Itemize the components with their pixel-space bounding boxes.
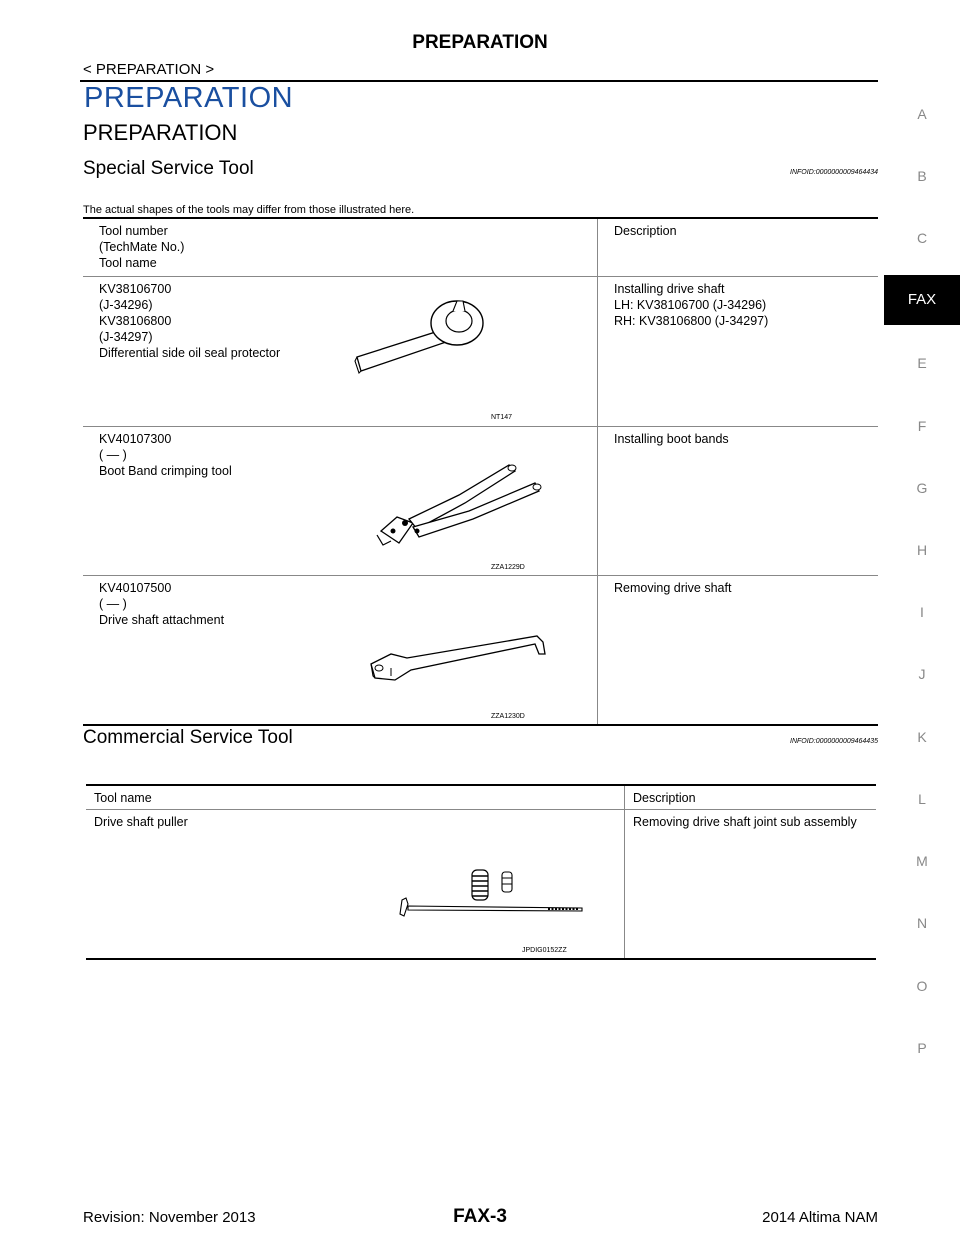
special-tool-infoid: INFOID:0000000009464434 — [790, 169, 878, 176]
side-index-tab-m[interactable]: M — [916, 853, 928, 869]
breadcrumb: < PREPARATION > — [83, 61, 215, 78]
side-index-tab-k[interactable]: K — [917, 729, 927, 745]
footer-revision: Revision: November 2013 — [83, 1209, 256, 1226]
page-header-title: PREPARATION — [412, 32, 548, 53]
table-row — [83, 575, 878, 725]
description-line: LH: KV38106700 (J-34296) — [614, 297, 767, 312]
illustration-code: ZZA1229D — [491, 563, 525, 571]
tool-cell — [86, 809, 625, 959]
table-row — [86, 809, 876, 959]
side-index-tab-g[interactable]: G — [916, 480, 928, 496]
special-tool-heading: Special Service Tool — [83, 158, 254, 179]
illustration-code: NT147 — [491, 413, 513, 421]
tool-cell — [83, 575, 598, 725]
tool-name: Boot Band crimping tool — [99, 463, 232, 478]
table-header-row — [86, 785, 876, 809]
header-description: Description — [633, 791, 696, 805]
header-description: Description — [614, 224, 677, 238]
footer-model: 2014 Altima NAM — [762, 1209, 878, 1226]
description-line: Installing boot bands — [614, 431, 729, 446]
tool-name: Drive shaft puller — [94, 814, 188, 829]
side-index-tab-f[interactable]: F — [917, 418, 927, 434]
footer-page-number: FAX-3 — [453, 1206, 507, 1227]
header-line: Tool name — [99, 256, 157, 270]
tool-cell — [83, 426, 598, 575]
description-line: Installing drive shaft — [614, 281, 725, 296]
description-cell: Removing drive shaft joint sub assembly — [633, 814, 857, 829]
tool-name: Differential side oil seal protector — [99, 345, 281, 360]
header-tool-number — [83, 218, 598, 276]
side-index-tab-o[interactable]: O — [916, 978, 928, 994]
section-title: PREPARATION — [84, 82, 294, 114]
tool-lines — [99, 431, 232, 479]
description-cell — [598, 426, 879, 575]
tool-cell — [83, 276, 598, 426]
side-index-tab-j[interactable]: J — [918, 666, 926, 682]
commercial-tool-heading: Commercial Service Tool — [83, 727, 293, 748]
techmate-number: ( — ) — [99, 447, 127, 462]
techmate-number: ( — ) — [99, 596, 127, 611]
side-index-tab-c[interactable]: C — [916, 230, 928, 246]
description-cell — [598, 276, 879, 426]
table-row — [83, 276, 878, 426]
tool-lines — [99, 580, 224, 628]
side-index-tab-h[interactable]: H — [916, 542, 928, 558]
oil-seal-protector-illustration — [353, 295, 513, 380]
techmate-number: (J-34297) — [99, 329, 153, 344]
side-index-tab-a[interactable]: A — [917, 106, 927, 122]
tool-shape-note: The actual shapes of the tools may differ from those illustrated here. — [83, 204, 415, 216]
side-index-tab-e[interactable]: E — [917, 355, 927, 371]
tool-number: KV38106800 — [99, 313, 172, 328]
side-index-tab-i[interactable]: I — [920, 604, 924, 620]
side-index-tab-fax[interactable]: FAX — [884, 275, 960, 325]
drive-shaft-attachment-illustration — [367, 628, 551, 692]
commercial-tool-infoid: INFOID:0000000009464435 — [790, 738, 878, 745]
header-line: Tool number — [99, 224, 168, 238]
illustration-code: JPDIG0152ZZ — [522, 946, 567, 954]
side-index-tab-n[interactable]: N — [916, 915, 928, 931]
description-line: Removing drive shaft — [614, 580, 732, 595]
header-line: (TechMate No.) — [99, 240, 185, 254]
special-tool-table — [83, 217, 878, 726]
drive-shaft-puller-illustration — [398, 864, 588, 934]
illustration-code: ZZA1230D — [491, 712, 525, 720]
tool-number: KV38106700 — [99, 281, 172, 296]
side-index-tab-p[interactable]: P — [917, 1040, 927, 1056]
table-header-row — [83, 218, 878, 276]
subsection-title: PREPARATION — [83, 120, 238, 145]
description-cell — [598, 575, 879, 725]
table-row — [83, 426, 878, 575]
tool-number: KV40107500 — [99, 580, 172, 595]
techmate-number: (J-34296) — [99, 297, 153, 312]
boot-band-crimping-tool-illustration — [369, 459, 549, 559]
side-index-tab-b[interactable]: B — [917, 168, 927, 184]
description-line: RH: KV38106800 (J-34297) — [614, 313, 769, 328]
header-tool-name: Tool name — [86, 785, 625, 809]
tool-name: Drive shaft attachment — [99, 612, 225, 627]
commercial-tool-table — [86, 784, 876, 960]
tool-number: KV40107300 — [99, 431, 172, 446]
tool-lines — [99, 281, 280, 361]
side-index-tab-l[interactable]: L — [918, 791, 926, 807]
